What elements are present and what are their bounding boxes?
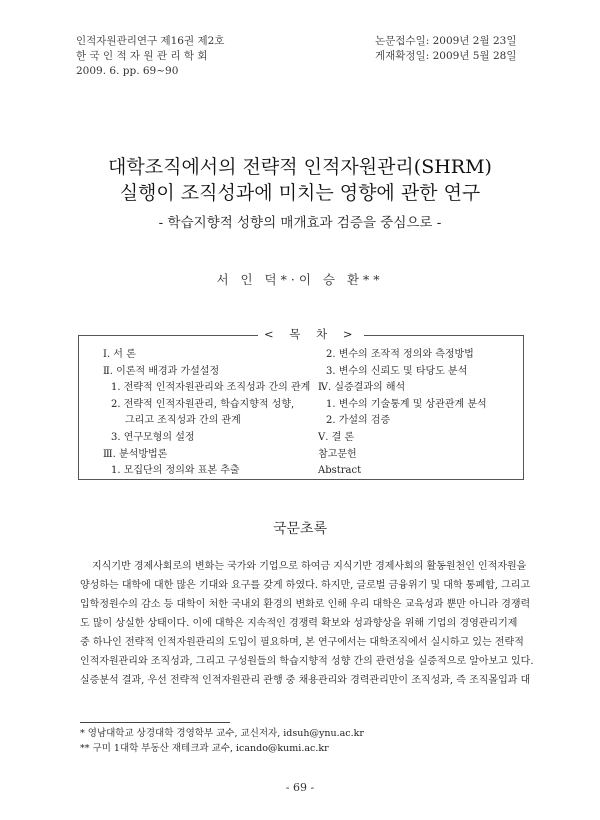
footnote-author-1: * 영남대학교 상경대학 경영학부 교수, 교신저자, idsuh@ynu.ac.kr — [80, 728, 364, 739]
authors: 서 인 덕*·이 승 환** — [216, 272, 384, 287]
abstract-line: 실증분석 결과, 우선 전략적 인적자원관리 관행 중 채용관리와 경력관리만이 조직성과, 즉 조직몰입과 대 — [80, 675, 531, 686]
toc-item: Ⅴ. 결 론 — [318, 431, 355, 443]
abstract-line: 인적자원관리와 조직성과, 그리고 구성원들의 학습지향적 성향 간의 관련성을 실증적으로 알아보고 있다. — [80, 656, 534, 667]
society-name: 한 국 인 적 자 원 관 리 학 회 — [76, 50, 208, 62]
issue-pages: 2009. 6. pp. 69~90 — [76, 65, 179, 77]
toc-item: 3. 연구모형의 설정 — [111, 431, 195, 443]
title-line-2: 실행이 조직성과에 미치는 영향에 관한 연구 — [119, 182, 481, 204]
toc-label: < 목 차 > — [258, 326, 364, 342]
accepted-date: 게재확정일: 2009년 5월 28일 — [375, 50, 517, 62]
footnote-divider — [80, 722, 230, 723]
toc-right-column — [318, 347, 487, 480]
toc-item: 1. 변수의 기술통계 및 상관관계 분석 — [326, 398, 487, 410]
title-line-1: 대학조직에서의 전략적 인적자원관리(SHRM) — [108, 156, 492, 178]
received-date: 논문접수일: 2009년 2월 23일 — [375, 35, 517, 47]
submission-dates — [375, 34, 516, 64]
footnotes — [80, 727, 364, 756]
page-number: - 69 - — [285, 781, 315, 794]
toc-item: Ⅱ. 이론적 배경과 가설설정 — [103, 365, 220, 377]
abstract-heading: 국문초록 — [272, 521, 328, 537]
toc-item: 2. 변수의 조작적 정의와 측정방법 — [326, 349, 474, 360]
toc-item: Ⅲ. 분석방법론 — [103, 448, 168, 460]
abstract-line: 양성하는 대학에 대한 많은 기대와 요구를 갖게 하였다. 하지만, 글로벌 금융위기 및 대학 통폐합, 그리고 — [80, 580, 531, 591]
toc-item: 참고문헌 — [318, 448, 357, 460]
toc-item: 2. 가설의 검증 — [326, 415, 391, 427]
toc-item: Ⅳ. 실증결과의 해석 — [318, 382, 406, 394]
abstract-line: 지식기반 경제사회로의 변화는 국가와 기업으로 하여금 지식기반 경제사회의 활동원천인 인적자원을 — [92, 561, 527, 572]
abstract-body — [80, 557, 534, 690]
abstract-line: 도 많이 상실한 상태이다. 이에 대학은 지속적인 경쟁력 확보와 성과향상을 위해 기업의 경영관리기제 — [80, 618, 518, 629]
paper-subtitle: - 학습지향적 성향의 매개효과 검증을 중심으로 - — [158, 215, 442, 231]
toc-item: 그리고 조직성과 간의 관계 — [125, 415, 241, 427]
journal-name: 인적자원관리연구 제16권 제2호 — [76, 35, 225, 47]
abstract-line: 입학정원수의 감소 등 대학이 처한 국내외 환경의 변화로 인해 우리 대학은 교육성과 뿐만 아니라 경쟁력 — [80, 599, 531, 610]
toc-item: 1. 전략적 인적자원관리와 조직성과 간의 관계 — [111, 382, 311, 394]
toc-item: Abstract — [318, 465, 362, 477]
journal-info — [76, 34, 224, 79]
toc-left-column — [103, 347, 310, 480]
footnote-author-2: ** 구미 1대학 부동산 재테크과 교수, icando@kumi.ac.kr — [80, 742, 329, 754]
toc-item: Ⅰ. 서 론 — [103, 349, 136, 360]
abstract-line: 중 하나인 전략적 인적자원관리의 도입이 필요하며, 본 연구에서는 대학조직에서 실시하고 있는 전략적 — [80, 637, 524, 648]
toc-item: 1. 모집단의 정의와 표본 추출 — [111, 465, 240, 477]
toc-item: 2. 전략적 인적자원관리, 학습지향적 성향, — [111, 398, 295, 410]
paper-title — [0, 154, 600, 206]
toc-item: 3. 변수의 신뢰도 및 타당도 분석 — [326, 365, 468, 377]
